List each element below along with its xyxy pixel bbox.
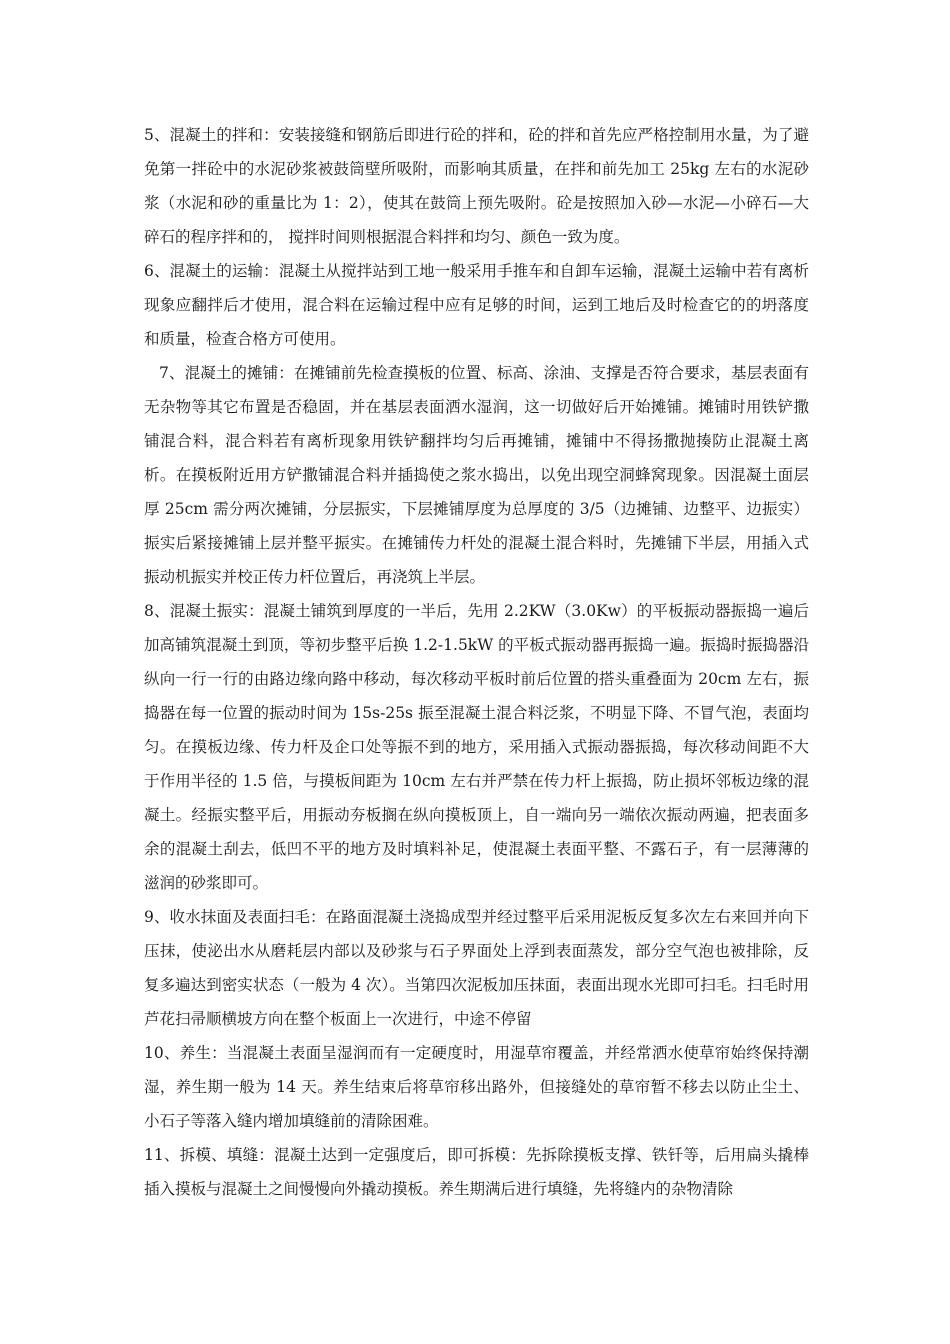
paragraph-paving: 7、混凝土的摊铺：在摊铺前先检查摸板的位置、标高、涂油、支撑是否符合要求，基层表面有无杂物等其它布置是否稳固，并在基层表面洒水湿润，这一切做好后开始摊铺。摊铺时用铁铲撒铺混合料，混合料若有离析现象用铁铲翻拌均匀后再摊铺，摊铺中不得扬撒抛揍防止混凝土离析。在摸板附近用方铲撒铺混合料并插捣使之浆水捣出，以免出现空洞蜂窝现象。因混凝土面层厚 25cm 需分两次摊铺，分层振实，下层摊铺厚度为总厚度的 3/5（边摊铺、边整平、边振实）振实后紧接摊铺上层并整平振实。在摊铺传力杆处的混凝土混合料时，先摊铺下半层，用插入式振动机振实并校正传力杆位置后，再浇筑上半层。	[144, 364, 809, 586]
paragraph-curing: 10、养生：当混凝土表面呈湿润而有一定硬度时，用湿草帘覆盖，并经常洒水使草帘始终保持潮湿，养生期一般为 14 天。养生结束后将草帘移出路外，但接缝处的草帘暂不移去以防止尘土、小石子等落入缝内增加填缝前的清除困难。	[144, 1044, 809, 1130]
paragraph-surface-finishing: 9、收水抹面及表面扫毛：在路面混凝土浇捣成型并经过整平后采用泥板反复多次左右来回并向下压抹，使泌出水从磨耗层内部以及砂浆与石子界面处上浮到表面蒸发，部分空气泡也被排除，反复多遍达到密实状态（一般为 4 次）。当第四次泥板加压抹面，表面出现水光即可扫毛。扫毛时用芦花扫帚顺横坡方向在整个板面上一次进行，中途不停留	[144, 908, 809, 1028]
paragraph-mixing: 5、混凝土的拌和：安装接缝和钢筋后即进行砼的拌和，砼的拌和首先应严格控制用水量，为了避免第一拌砼中的水泥砂浆被鼓筒壁所吸附，而影响其质量，在拌和前先加工 25kg 左右的水泥砂浆（水泥和砂的重量比为 1：2），使其在鼓筒上预先吸附。砼是按照加入砂—水泥—小碎石—大碎石的程序拌和的， 搅拌时间则根据混合料拌和均匀、颜色一致为度。	[144, 126, 809, 246]
document-page	[144, 118, 809, 1206]
paragraph-transport: 6、混凝土的运输：混凝土从搅拌站到工地一般采用手推车和自卸车运输，混凝土运输中若有离析现象应翻拌后才使用，混合料在运输过程中应有足够的时间，运到工地后及时检查它的的坍落度和质量，检查合格方可使用。	[144, 262, 809, 348]
paragraph-vibration: 8、混凝土振实：混凝土铺筑到厚度的一半后，先用 2.2KW（3.0Kw）的平板振动器振捣一遍后加高铺筑混凝土到顶，等初步整平后换 1.2-1.5kW 的平板式振动器再振捣一遍。振捣时振捣器沿纵向一行一行的由路边缘向路中移动，每次移动平板时前后位置的搭头重叠面为 20cm 左右，振捣器在每一位置的振动时间为 15s-25s 振至混凝土混合料泛浆，不明显下降、不冒气泡，表面均匀。在摸板边缘、传力杆及企口处等振不到的地方，采用插入式振动器振捣，每次移动间距不大于作用半径的 1.5 倍，与摸板间距为 10cm 左右并严禁在传力杆上振捣，防止损坏邻板边缘的混凝土。经振实整平后，用振动夯板搁在纵向摸板顶上，自一端向另一端依次振动两遍，把表面多余的混凝土刮去，低凹不平的地方及时填料补足，使混凝土表面平整、不露石子，有一层薄薄的滋润的砂浆即可。	[144, 602, 809, 892]
paragraph-formwork-removal: 11、拆模、填缝：混凝土达到一定强度后，即可拆模：先拆除摸板支撑、铁钎等，后用扁头撬棒插入摸板与混凝土之间慢慢向外撬动摸板。养生期满后进行填缝，先将缝内的杂物清除	[144, 1146, 809, 1198]
